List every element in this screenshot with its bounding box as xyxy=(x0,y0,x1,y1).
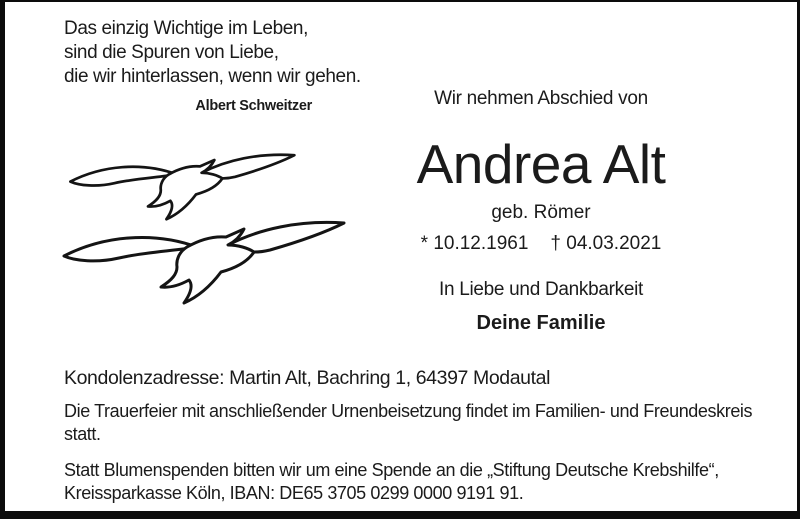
donation-info xyxy=(64,459,789,505)
condolence-address: Kondolenzadresse: Martin Alt, Bachring 1, 64397 Modautal xyxy=(64,367,550,389)
flying-birds-icon xyxy=(58,142,353,310)
donation-info-line-2: Kreissparkasse Köln, IBAN: DE65 3705 0299 0000 9191 91. xyxy=(64,483,524,503)
family-signature: Deine Familie xyxy=(476,312,606,334)
quote-attribution: Albert Schweitzer xyxy=(195,98,312,114)
deceased-name: Andrea Alt xyxy=(416,133,666,195)
farewell-line: In Liebe und Dankbarkeit xyxy=(438,279,644,300)
funeral-info-line-2: statt. xyxy=(64,424,101,444)
quote-line-2: sind die Spuren von Liebe, xyxy=(64,42,279,63)
intro-line: Wir nehmen Abschied von xyxy=(434,88,648,109)
life-dates xyxy=(385,232,697,256)
quote-line-1: Das einzig Wichtige im Leben, xyxy=(64,18,308,39)
announcement-column xyxy=(385,88,697,335)
funeral-info xyxy=(64,400,789,446)
birth-date: * 10.12.1961 xyxy=(420,233,529,254)
maiden-name: geb. Römer xyxy=(491,202,591,223)
quote-block xyxy=(64,17,364,118)
death-date: † 04.03.2021 xyxy=(550,233,662,254)
info-block xyxy=(64,366,789,505)
funeral-info-line-1: Die Trauerfeier mit anschließender Urnenbeisetzung findet im Familien- und Freundeskreis xyxy=(64,401,753,421)
donation-info-line-1: Statt Blumenspenden bitten wir um eine Spende an die „Stiftung Deutsche Krebshilfe“, xyxy=(64,460,719,480)
quote-line-3: die wir hinterlassen, wenn wir gehen. xyxy=(64,66,361,87)
